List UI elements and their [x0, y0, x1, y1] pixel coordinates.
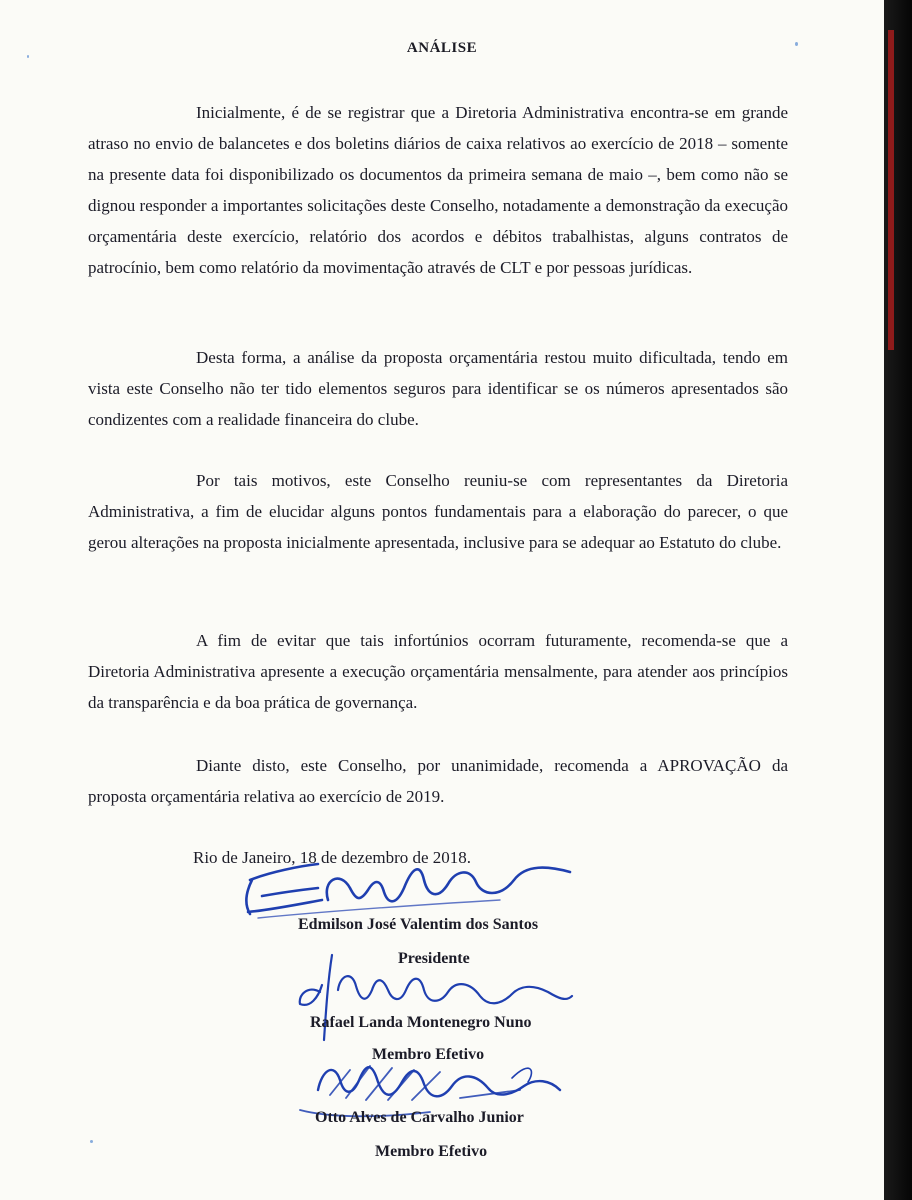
signatory-role: Presidente	[398, 950, 470, 967]
paragraph-meeting	[88, 465, 788, 558]
paragraph-text: Por tais motivos, este Conselho reuniu-se com representantes da Diretoria Administrativa, a fim de elucidar alguns pontos fundamentais para a elaboração do parecer, o que gerou alterações na proposta inicialmente apresentada, inclusive para se adequar ao Estatuto do clube.	[88, 471, 788, 552]
scan-edge-red-mark	[888, 30, 894, 350]
paragraph-text: Diante disto, este Conselho, por unanimidade, recomenda a APROVAÇÃO da proposta orçamentária relativa ao exercício de 2019.	[88, 756, 788, 806]
signatory-role: Membro Efetivo	[375, 1143, 488, 1160]
paragraph-recommendation	[88, 625, 788, 718]
ink-speck	[90, 1140, 93, 1143]
signatory-name: Rafael Landa Montenegro Nuno	[310, 1014, 532, 1031]
paragraph-text: Desta forma, a análise da proposta orçamentária restou muito dificultada, tendo em vista este Conselho não ter tido elementos seguros para identificar se os números apresentados são condizentes com a realidade financeira do clube.	[88, 348, 788, 429]
signatory-role: Membro Efetivo	[372, 1046, 485, 1063]
signatory-name: Otto Alves de Carvalho Junior	[315, 1109, 524, 1126]
paragraph-analysis	[88, 342, 788, 435]
document-title: ANÁLISE	[406, 40, 478, 56]
paragraph-conclusion	[88, 750, 788, 812]
signature-president	[246, 864, 570, 914]
paragraph-intro	[88, 97, 788, 283]
signatory-name: Edmilson José Valentim dos Santos	[298, 916, 539, 933]
signature-member-2	[318, 1067, 560, 1096]
paragraph-text: A fim de evitar que tais infortúnios ocorram futuramente, recomenda-se que a Diretoria Administrativa apresente a execução orçamentária mensalmente, para atender aos princípios da transparência e da boa prática de governança.	[88, 631, 788, 712]
date-line: Rio de Janeiro, 18 de dezembro de 2018.	[193, 848, 472, 867]
scan-edge	[884, 0, 912, 1200]
paragraph-text: Inicialmente, é de se registrar que a Diretoria Administrativa encontra-se em grande atraso no envio de balancetes e dos boletins diários de caixa relativos ao exercício de 2018 – somente na presente data foi disponibilizado os documentos da primeira semana de maio –, bem como não se dignou responder a importantes solicitações deste Conselho, notadamente a demonstração da execução orçamentária deste exercício, relatório dos acordos e débitos trabalhistas, alguns contratos de patrocínio, bem como relatório da movimentação através de CLT e por pessoas jurídicas.	[88, 103, 788, 277]
